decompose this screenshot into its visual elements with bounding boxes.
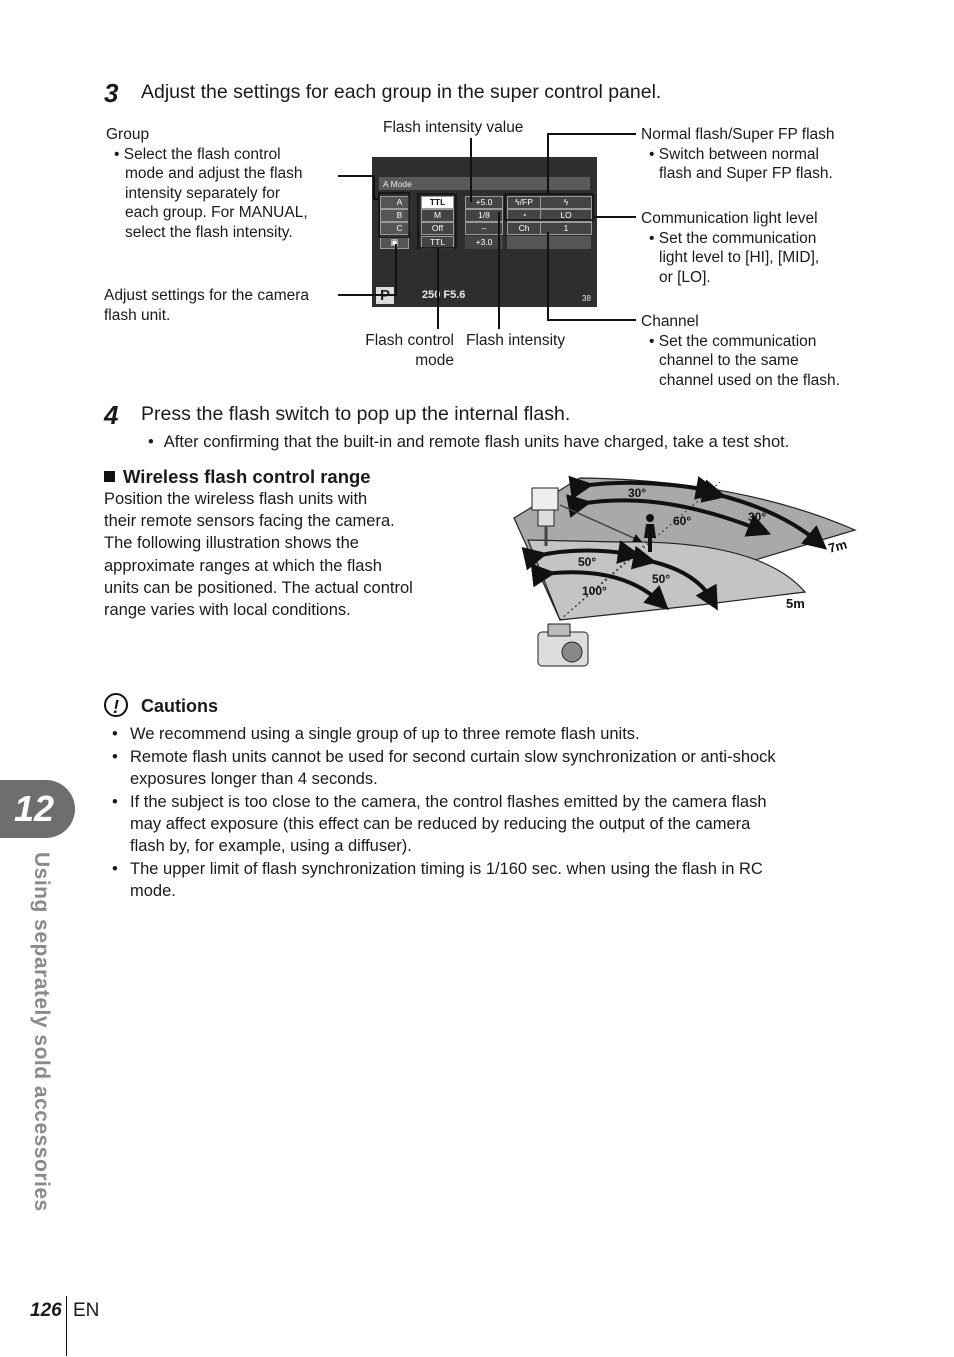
comm-level-cell: LO [540, 209, 592, 222]
camera-icon [538, 624, 588, 666]
fcm-line: mode [415, 351, 454, 369]
bullet-dot: • [112, 748, 118, 766]
wireless-paragraph [104, 488, 413, 621]
group-line: select the flash intensity. [125, 223, 293, 241]
chapter-title-vertical [17, 852, 57, 1242]
mode-label: A Mode [383, 179, 412, 189]
chapter-number: 12 [14, 788, 55, 829]
wireless-line: units can be positioned. The actual control [104, 578, 413, 597]
group-c-label: C [396, 223, 403, 233]
flash-bolt-icon: ϟ [563, 197, 569, 207]
wireless-heading-text: Wireless flash control range [123, 466, 371, 487]
intensity-value-label: Flash intensity value [383, 119, 524, 136]
value-cell-c: – [465, 222, 503, 235]
fp-label: FP [522, 197, 533, 207]
footer-divider [66, 1296, 67, 1356]
value-cell-camera: +3.0 [465, 236, 503, 249]
step-3-number: 3 [104, 78, 119, 108]
normal-line: flash and Super FP flash. [659, 165, 833, 183]
comm-line: or [LO]. [659, 268, 711, 286]
comm-line: light level to [HI], [MID], [659, 249, 820, 267]
group-b-label: B [396, 210, 403, 220]
shutter-aperture: 250 F5.6 [422, 289, 466, 301]
caution-line: The upper limit of flash synchronization timing is 1/160 sec. when using the flash in RC [130, 860, 763, 878]
group-line: each group. For MANUAL, [125, 204, 308, 222]
step-3-text: Adjust the settings for each group in the super control panel. [141, 81, 662, 103]
mode-cell-c: Off [421, 222, 454, 235]
wireless-line: range varies with local conditions. [104, 601, 351, 620]
step-4-text: Press the flash switch to pop up the internal flash. [141, 403, 571, 425]
right-box [505, 194, 593, 220]
channel-value-cell: 1 [540, 222, 592, 235]
wireless-line: Position the wireless flash units with [104, 490, 368, 508]
value-cell-a: +5.0 [465, 196, 503, 209]
bullet-dot: • [112, 725, 118, 743]
shots-remaining: 38 [582, 294, 591, 303]
group-line: • Select the flash control [114, 145, 281, 163]
cautions-heading: Cautions [141, 696, 219, 716]
group-box [379, 193, 409, 237]
group-line: mode and adjust the flash [125, 165, 303, 183]
bullet-dot: • [148, 433, 154, 451]
group-title: Group [106, 126, 150, 143]
normal-line: • Switch between normal [649, 145, 819, 163]
callout-lines [0, 0, 954, 420]
caution-item [112, 791, 872, 857]
caution-line: flash by, for example, using a diffuser). [130, 837, 412, 855]
mode-cell-a: TTL [421, 196, 454, 209]
wireless-heading [104, 466, 371, 488]
group-line: intensity separately for [125, 184, 281, 202]
wireless-line: their remote sensors facing the camera. [104, 512, 395, 531]
flash-bolt-icon: ϟ/ [515, 197, 522, 207]
angle-60-label: 60° [673, 514, 692, 528]
mode-box [418, 194, 456, 248]
caution-icon: ! [104, 693, 128, 717]
language-code: EN [73, 1300, 100, 1321]
step-4-bullet [148, 431, 789, 453]
fcm-line: Flash control [365, 332, 454, 349]
channel-leader [548, 232, 636, 320]
camera-line: flash unit. [104, 306, 171, 324]
bullet-dot: • [112, 793, 118, 811]
comm-light-icon: ◔ [521, 210, 527, 220]
cautions-list [112, 723, 872, 902]
channel-line: • Set the communication [649, 332, 817, 350]
group-leader [338, 176, 380, 199]
value-cell-b: 1/8 [465, 209, 503, 222]
caution-line: mode. [130, 882, 176, 900]
wireless-line: The following illustration shows the [104, 534, 359, 553]
program-mode-badge: P [376, 287, 394, 304]
angle-50a-label: 50° [578, 555, 597, 569]
square-bullet-icon [104, 471, 115, 482]
wireless-range-diagram [500, 470, 870, 685]
caution-item [112, 858, 872, 902]
group-a-label: A [396, 197, 403, 207]
caution-line: may affect exposure (this effect can be reduced by reducing the output of the camera [130, 815, 751, 833]
wireless-line: approximate ranges at which the flash [104, 556, 382, 575]
angle-100-label: 100° [582, 584, 607, 598]
camera-line: Adjust settings for the camera [104, 287, 310, 304]
comm-title: Communication light level [641, 210, 818, 227]
dist-5m-label: 5m [786, 596, 805, 611]
dist-7m-label: 7m [826, 536, 849, 556]
bullet-dot: • [112, 860, 118, 878]
camera-leader [338, 244, 396, 295]
angle-30b-label: 30° [748, 510, 767, 524]
caution-line: exposures longer than 4 seconds. [130, 770, 378, 788]
camera-icon: ▣ [390, 237, 399, 247]
channel-label-cell: Ch [507, 222, 541, 235]
normal-title: Normal flash/Super FP flash [641, 126, 835, 143]
step-4-number: 4 [104, 400, 119, 430]
channel-line: channel to the same [659, 352, 799, 370]
flash-intensity-label: Flash intensity [466, 332, 566, 349]
caution-item [112, 723, 872, 745]
angle-50b-label: 50° [652, 572, 671, 586]
comm-line: • Set the communication [649, 229, 817, 247]
caution-line: We recommend using a single group of up to three remote flash units. [130, 725, 640, 743]
chapter-title-text: Using separately sold accessories [30, 852, 53, 1212]
angle-30a-label: 30° [628, 486, 647, 500]
mode-cell-camera: TTL [421, 236, 454, 249]
page-number: 126 [30, 1300, 62, 1321]
caution-item [112, 746, 872, 790]
channel-line: channel used on the flash. [659, 371, 840, 389]
caution-line: If the subject is too close to the camera, the control flashes emitted by the camera flash [130, 793, 767, 811]
mode-cell-b: M [421, 209, 454, 222]
normal-leader [548, 134, 636, 194]
step-4-bullet-text: After confirming that the built-in and remote flash units have charged, take a test shot. [163, 433, 790, 451]
caution-line: Remote flash units cannot be used for second curtain slow synchronization or anti-shock [130, 748, 776, 766]
channel-title: Channel [641, 313, 699, 330]
